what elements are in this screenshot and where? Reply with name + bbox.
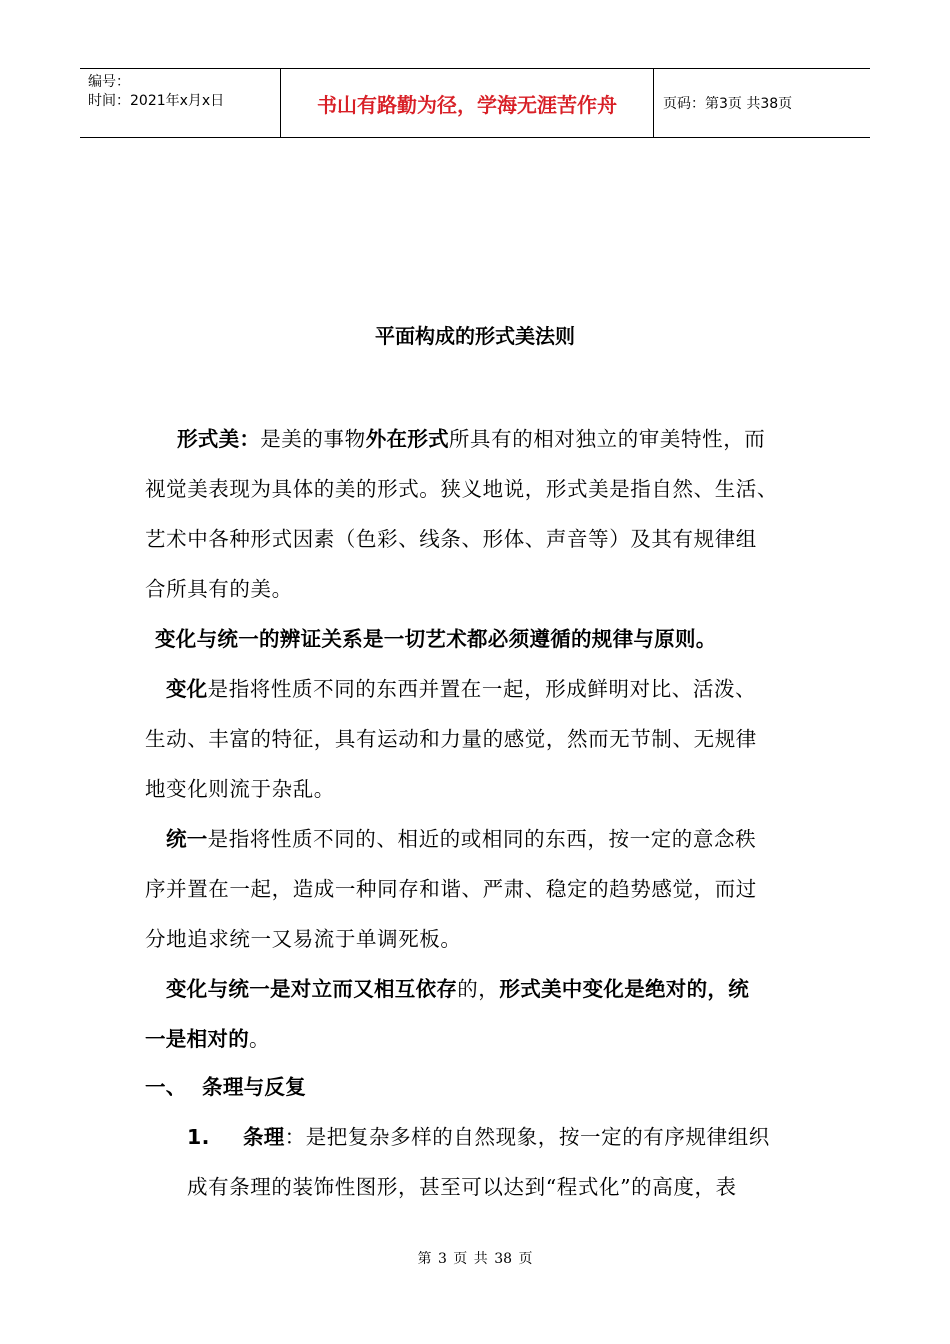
paragraph-line: 1. 条理：是把复杂多样的自然现象，按一定的有序规律组织 [187,1125,770,1149]
paragraph-line: 合所具有的美。 [145,577,293,601]
header-meta-cell [80,69,281,137]
time-label: 时间：2021年x月x日 [88,93,225,109]
paragraph-line: 艺术中各种形式因素（色彩、线条、形体、声音等）及其有规律组 [145,527,757,551]
section-heading: 一、 条理与反复 [145,1075,307,1099]
number-label: 编号： [88,74,130,90]
term-order: 条理 [243,1125,285,1149]
paragraph-line: 变化与统一是对立而又相互依存的，形式美中变化是绝对的，统 [166,977,750,1001]
paragraph-line: 成有条理的装饰性图形，甚至可以达到“程式化”的高度，表 [187,1175,737,1199]
paragraph-line: 生动、丰富的特征，具有运动和力量的感觉，然而无节制、无规律 [145,727,757,751]
paragraph-line: 一是相对的。 [145,1027,271,1051]
paragraph-line: 地变化则流于杂乱。 [145,777,335,801]
paragraph-line: 形式美：是美的事物外在形式所具有的相对独立的审美特性，而 [177,427,766,451]
header-page-cell [654,69,870,137]
motto: 书山有路勤为径，学海无涯苦作舟 [317,92,617,117]
header-table [80,68,870,138]
page-info: 页码：第3页 共38页 [663,96,793,112]
term-variation: 变化 [166,677,208,701]
paragraph-line: 统一是指将性质不同的、相近的或相同的东西，按一定的意念秩 [166,827,757,851]
item-number: 1. [187,1125,210,1149]
emphasis-external-form: 外在形式 [365,427,449,451]
paragraph-line: 序并置在一起，造成一种同存和谐、严肃、稳定的趋势感觉，而过 [145,877,757,901]
thesis-statement: 变化与统一的辨证关系是一切艺术都必须遵循的规律与原则。 [155,627,717,651]
term-form-beauty: 形式美： [177,427,261,451]
term-unity: 统一 [166,827,208,851]
document-title: 平面构成的形式美法则 [375,324,575,348]
page-footer: 第 3 页 共 38 页 [417,1251,533,1267]
paragraph-line: 变化是指将性质不同的东西并置在一起，形成鲜明对比、活泼、 [166,677,757,701]
paragraph-line: 视觉美表现为具体的美的形式。狭义地说，形式美是指自然、生活、 [145,477,778,501]
paragraph-line: 分地追求统一又易流于单调死板。 [145,927,462,951]
header-motto-cell [281,69,654,137]
